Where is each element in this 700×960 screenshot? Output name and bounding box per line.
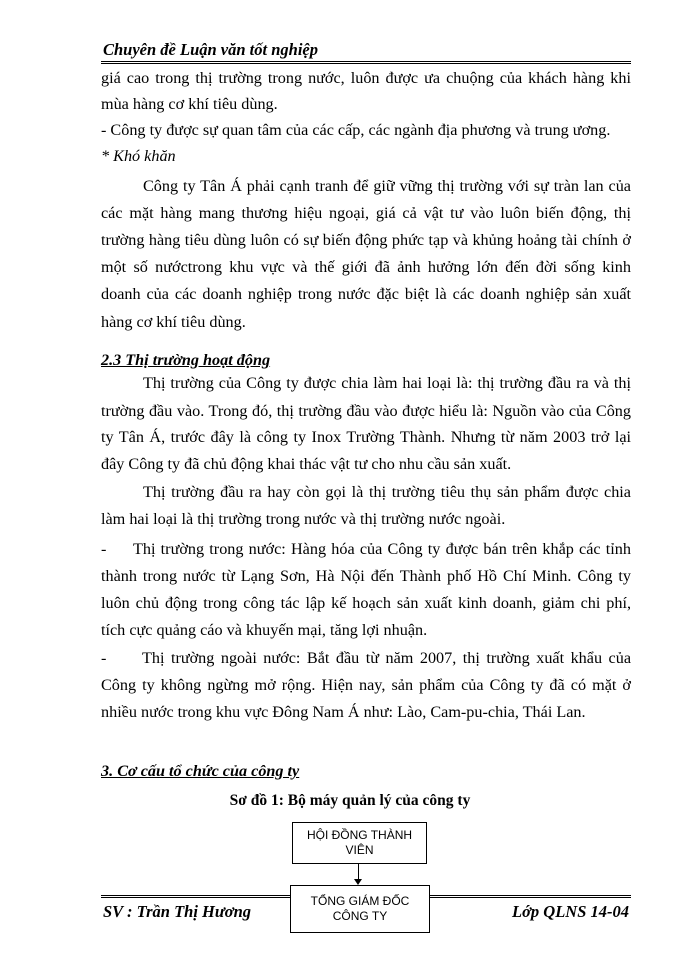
footer-class: Lớp QLNS 14-04 (511, 902, 629, 921)
text-line: Công ty Tân Á phải cạnh tranh để giữ vững thị trường với sự tràn lan của (143, 177, 631, 195)
text-line: Thị trường trong nước: Hàng hóa của Công ty được bán trên khắp các tỉnh (133, 540, 631, 558)
org-box-director-line2: CÔNG TY (332, 909, 388, 923)
org-box-board-line2: VIÊN (345, 843, 374, 857)
difficulties-label: * Khó khăn (101, 147, 176, 165)
text-line: luôn chủ động trong công tác lập kế hoạch sản xuất kinh doanh, giảm chi phí, (101, 594, 631, 612)
section-heading-3: 3. Cơ cấu tổ chức của công ty (101, 762, 300, 780)
text-line: ty Tân Á, trước đây là công ty Inox Trường Thành. Nhưng từ năm 2003 trở lại (101, 428, 631, 446)
text-line: giá cao trong thị trường trong nước, luôn được ưa chuộng của khách hàng khi (101, 69, 631, 87)
text-line: Thị trường ngoài nước: Bắt đầu từ năm 2007, thị trường xuất khẩu của (142, 649, 631, 667)
diagram-caption: Sơ đồ 1: Bộ máy quản lý của công ty (229, 792, 471, 809)
header-title: Chuyên đề Luận văn tốt nghiệp (103, 40, 318, 59)
org-box-director (290, 885, 430, 933)
text-line: làm hai loại là thị trường trong nước và thị trường nước ngoài. (101, 510, 506, 528)
text-line: thành trong nước từ Lạng Sơn, Hà Nội đến Thành phố Hồ Chí Minh. Công ty (101, 567, 631, 585)
org-box-director-line1: TỔNG GIÁM ĐỐC (310, 894, 410, 908)
text-line: trường hàng tiêu dùng luôn có sự biến động phức tạp và khủng hoảng tài chính ở (101, 231, 631, 249)
footer-student: SV : Trần Thị Hương (103, 902, 252, 921)
bullet-dash: - (101, 649, 107, 667)
text-line: đây Công ty đã chủ động khai thác vật tư cho nhu cầu sản xuất. (101, 455, 512, 473)
header-rule (101, 61, 631, 64)
text-line: tích cực quảng cáo và khuyến mại, tăng lợi nhuận. (101, 621, 428, 639)
text-line: nhiều nước trong khu vực Đông Nam Á như: Lào, Cam-pu-chia, Thái Lan. (101, 703, 586, 721)
text-line: Thị trường đầu ra hay còn gọi là thị trường tiêu thụ sản phẩm được chia (143, 483, 631, 501)
org-box-board (292, 822, 427, 864)
text-line: các mặt hàng mang thương hiệu ngoại, giá cả vật tư vào luôn biến động, thị (101, 204, 631, 222)
text-line: mùa hàng cơ khí tiêu dùng. (101, 95, 278, 113)
text-line: Công ty không ngừng mở rộng. Hiện nay, sản phẩm của Công ty đã có mặt ở (101, 676, 631, 694)
text-line: trường đầu vào. Trong đó, thị trường đầu vào được hiểu là: Nguồn vào của Công (101, 402, 631, 420)
bullet-support: - Công ty được sự quan tâm của các cấp, các ngành địa phương và trung ương. (101, 121, 611, 139)
text-line: doanh của các doanh nghiệp trong nước đặc biệt là các doanh nghiệp sản xuất (101, 285, 631, 303)
bullet-dash: - (101, 540, 107, 558)
text-line: Thị trường của Công ty được chia làm hai loại là: thị trường đầu ra và thị (143, 374, 631, 392)
section-heading-2-3: 2.3 Thị trường hoạt động (101, 351, 271, 369)
text-line: hàng cơ khí tiêu dùng. (101, 313, 246, 331)
org-box-board-line1: HỘI ĐỒNG THÀNH (306, 828, 413, 842)
text-line: một số nướctrong khu vực và thế giới đã ảnh hưởng lớn đến đời sống kinh (101, 258, 631, 276)
